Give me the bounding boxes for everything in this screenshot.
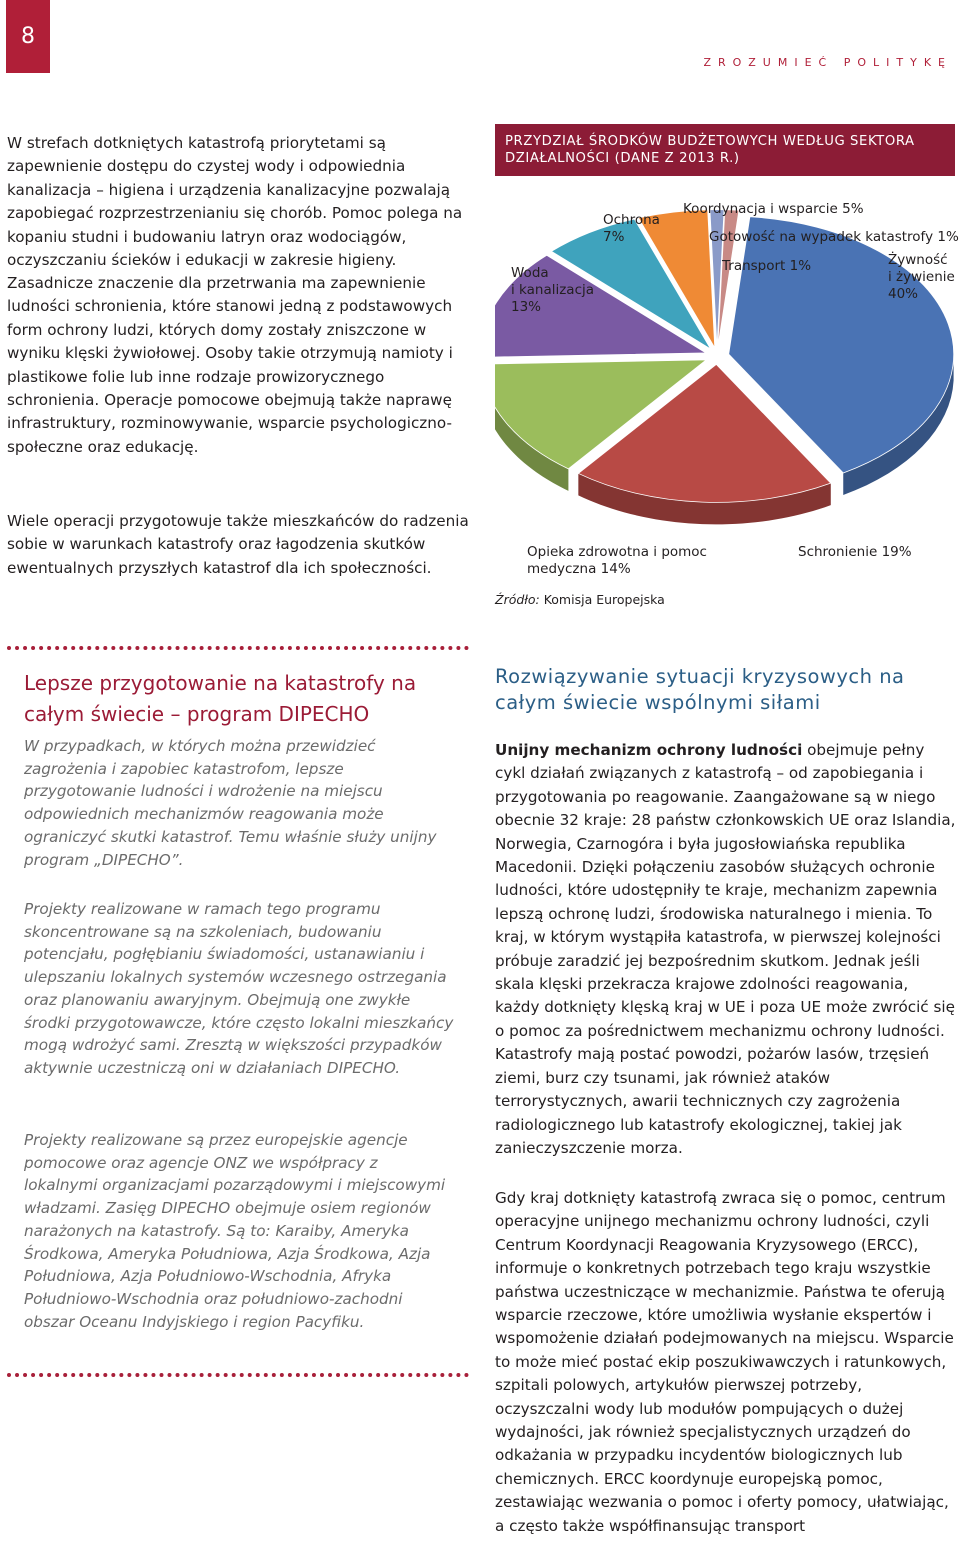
label-ochrona <box>603 212 683 246</box>
dipecho-paragraph-3: Projekty realizowane są przez europejskie agencje pomocowe oraz agencje ONZ we współpracy z lokalnymi organizacjami pozarządowymi i miejscowymi władzami. Zasięg DIPECHO obejmuje osiem regionów narażonych na katastrofy. Są to: Karaiby, Ameryka Środkowa, Ameryka Południowa, Azja Środkowa, Azja Południowa, Azja Południowo-Wschodnia, Afryka Południowo-Wschodnia oraz południowo-zachodni obszar Oceanu Indyjskiego i region Pacyfiku. <box>24 1131 446 1331</box>
crisis-bold-lead: Unijny mechanizm ochrony ludności <box>495 741 803 759</box>
dipecho-paragraph-1: W przypadkach, w których można przewidzieć zagrożenia i zapobiec katastrofom, lepsze przygotowanie ludności i wdrożenie na miejscu odpowiednich mechanizmów reagowania może ograniczyć skutki katastrof. Temu właśnie służy unijny program „DIPECHO”. <box>24 737 437 869</box>
label-opieka-value: 14% <box>600 561 631 577</box>
label-transport-name: Transport <box>722 258 786 274</box>
source-prefix: Źródło: <box>495 592 540 607</box>
page-number: 8 <box>6 0 50 73</box>
label-gotowosc <box>709 229 959 246</box>
dipecho-heading: Lepsze przygotowanie na katastrofy na całym świecie – program DIPECHO <box>24 671 417 726</box>
dipecho-paragraph-2: Projekty realizowane w ramach tego programu skoncentrowane są na szkoleniach, budowaniu potencjału, pogłębianiu świadomości, ustanawianiu i ulepszaniu lokalnych systemów wczesnego ostrzegania oraz planowaniu awaryjnym. Obejmują one zwykłe środki przygotowawcze, które często lokalni mieszkańcy mogą wdrożyć sami. Zresztą w większości przypadków aktywnie uczestniczą oni w działaniach DIPECHO. <box>24 900 454 1077</box>
label-zywnosc <box>888 252 960 303</box>
label-schronienie <box>798 544 912 561</box>
label-koordynacja-name: Koordynacja i wsparcie <box>683 201 838 217</box>
intro-paragraph-1: W strefach dotkniętych katastrofą priorytetami są zapewnienie dostępu do czystej wody i odpowiednia kanalizacja – higiena i urządzenia kanalizacyjne pozwalają zapobiegać rozprzestrzenianiu się chorób. Pomoc polega na kopaniu studni i budowaniu latryn oraz wodociągów, oczyszczaniu ścieków i edukacji w zakresie higieny. <box>7 134 463 270</box>
label-transport <box>722 258 811 275</box>
running-head: ZROZUMIEĆ POLITYKĘ <box>703 56 952 69</box>
intro-paragraph-2: Zasadnicze znaczenie dla przetrwania ma zapewnienie ludności schronienia, które stanowi jedną z podstawowych form ochrony ludzi, których domy zostały zniszczone w wyniku klęski żywiołowej. Osoby takie otrzymują namioty i plastikowe folie lub inne rodzaje prowizorycznego schronienia. Operacje pomocowe obejmują także naprawę infrastruktury, rozminowywanie, wsparcie psychologiczno-społeczne oraz edukację. <box>7 274 453 456</box>
dotted-separator-left <box>7 646 469 650</box>
label-opieka-name-b: medyczna <box>527 561 597 577</box>
label-schronienie-value: 19% <box>881 544 912 560</box>
label-ochrona-value: 7% <box>603 229 625 245</box>
label-woda-name-a: Woda <box>511 265 549 281</box>
intro-paragraph-3: Wiele operacji przygotowuje także mieszkańców do radzenia sobie w warunkach katastrofy oraz łagodzenia skutków ewentualnych przyszłych katastrof dla ich społeczności. <box>7 512 469 577</box>
label-transport-value: 1% <box>789 258 812 274</box>
label-opieka <box>527 544 727 578</box>
source-text: Komisja Europejska <box>539 592 665 607</box>
label-woda-name-b: i kanalizacja <box>511 282 595 298</box>
label-koordynacja <box>683 201 864 218</box>
label-zywnosc-name-b: i żywienie <box>888 269 955 285</box>
chart-source <box>495 592 665 607</box>
crisis-paragraph-1-rest: obejmuje pełny cykl działań związanych z katastrofą – od zapobiegania i przygotowania po reagowanie. Zaangażowane są w niego obecnie 32 kraje: 28 państw członkowskich UE oraz Islandia, Norwegia, Czarnogóra i była jugosłowiańska republika Macedonii. Dzięki połączeniu zasobów służących ochronie ludności, które udostępniły te kraje, mechanizm zapewnia lepszą ochronę ludzi, środowiska naturalnego i mienia. To kraj, w którym wystąpiła katastrofa, w pierwszej kolejności próbuje zaradzić jej bezpośrednim skutkom. Jednak jeśli skala klęski przekracza krajowe zdolności reagowania, każdy dotknięty klęską kraj w UE i poza UE może zwrócić się o pomoc za pośrednictwem mechanizmu ochrony ludności. Katastrofy mają postać powodzi, pożarów lasów, trzęsień ziemi, burz czy tsunami, jak również ataków terrorystycznych, awarii technicznych czy zagrożenia radiologicznego lub katastrofy ekologicznej, takiej jak zanieczyszczenie morza. <box>495 741 956 1157</box>
crisis-paragraph-2: Gdy kraj dotknięty katastrofą zwraca się o pomoc, centrum operacyjne unijnego mechanizmu ochrony ludności, czyli Centrum Koordynacji Reagowania Kryzysowego (ERCC), informuje o konkretnych potrzebach tego kraju wszystkie państwa uczestniczące w mechanizmie. Państwa te oferują wsparcie rzeczowe, które umożliwia wysłanie ekspertów i wspomożenie działań podejmowanych na miejscu. Wsparcie to może mieć postać ekip poszukiwawczych i ratunkowych, szpitali polowych, artykułów pierwszej potrzeby, oczyszczalni wody lub modułów pompujących o dużej wydajności, jak również specjalistycznych urządzeń do odkażania w przypadku incydentów biologicznych lub chemicznych. ERCC koordynuje europejską pomoc, zestawiając wezwania o pomoc i oferty pomocy, ułatwiając, a często także współfinansując transport <box>495 1189 954 1535</box>
label-woda-value: 13% <box>511 299 542 315</box>
label-ochrona-name: Ochrona <box>603 212 660 228</box>
label-opieka-name-a: Opieka zdrowotna i pomoc <box>527 544 707 560</box>
dotted-separator-bottom <box>7 1373 469 1377</box>
chart-title: PRZYDZIAŁ ŚRODKÓW BUDŻETOWYCH WEDŁUG SEKTORA DZIAŁALNOŚCI (DANE Z 2013 R.) <box>495 124 955 176</box>
label-zywnosc-name-a: Żywność <box>888 252 948 268</box>
label-koordynacja-value: 5% <box>842 201 864 217</box>
label-zywnosc-value: 40% <box>888 286 919 302</box>
crisis-paragraph-1 <box>495 739 957 1160</box>
label-woda <box>511 265 611 316</box>
label-gotowosc-value: 1% <box>937 229 959 245</box>
label-gotowosc-name: Gotowość na wypadek katastrofy <box>709 229 934 245</box>
crisis-heading: Rozwiązywanie sytuacji kryzysowych na całym świecie wspólnymi siłami <box>495 665 905 714</box>
label-schronienie-name: Schronienie <box>798 544 878 560</box>
